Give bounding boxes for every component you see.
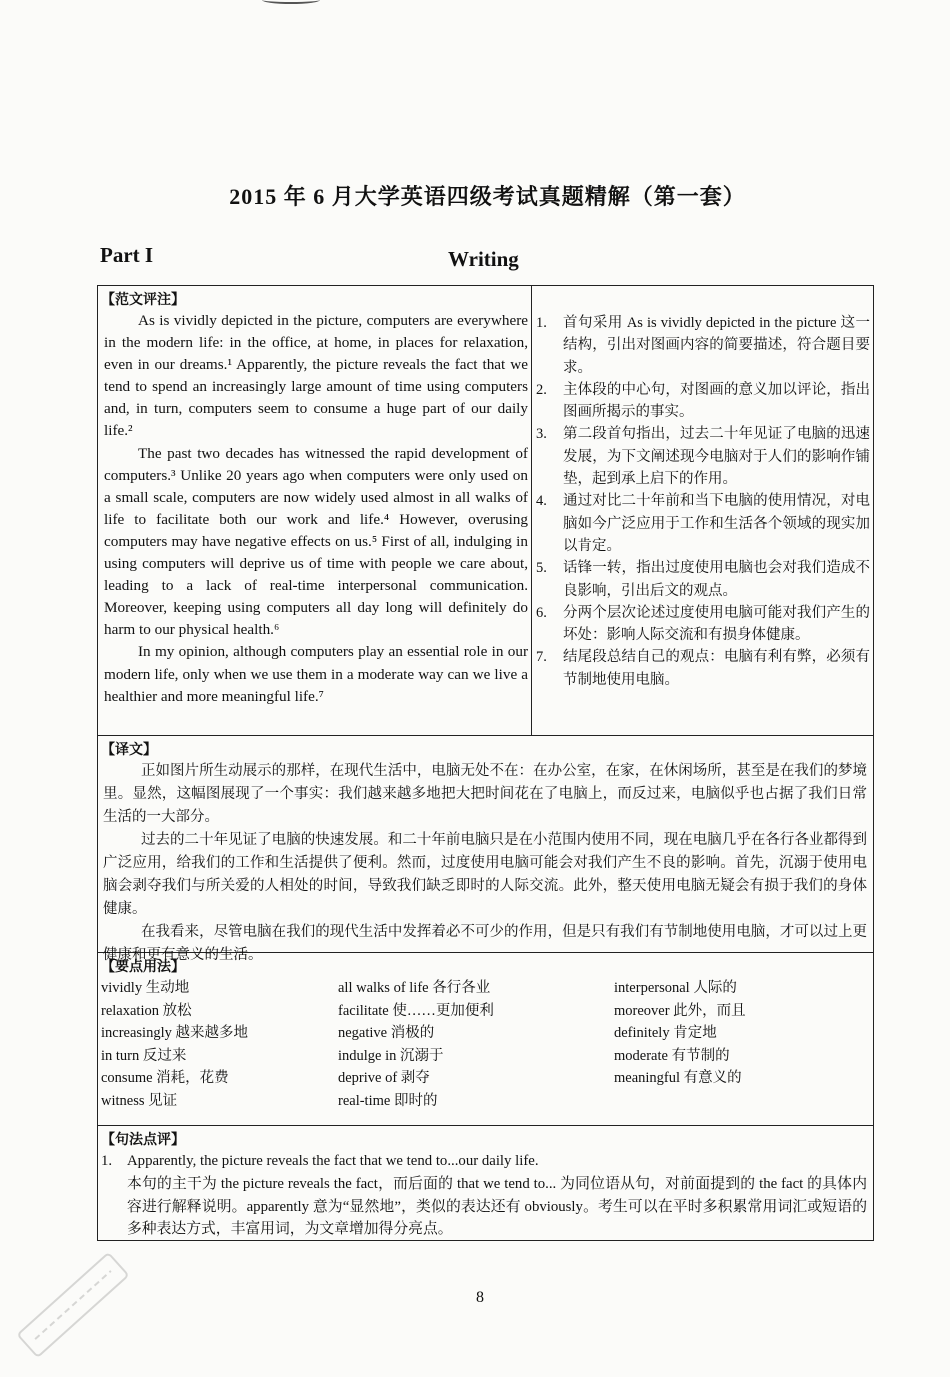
essay-paragraph: As is vividly depicted in the picture, computers are everywhere in the modern life: in the office, at home, in places for relaxation, even in our dreams.¹ Apparently, the picture reveals the fact that we tend to spend an increasingly large amount of time using computers and, in turn, computers seem to consume a huge part of our daily life.²	[104, 312, 528, 440]
vocab-item: increasingly 越来越多地	[101, 1025, 248, 1041]
vocab-item: meaningful 有意义的	[614, 1070, 742, 1086]
column-divider	[531, 286, 532, 736]
vocab-header: 【要点用法】	[101, 959, 185, 975]
note-text: 主体段的中心句，对图画的意义加以评论，指出图画所揭示的事实。	[563, 381, 870, 421]
section-title: Writing	[448, 247, 519, 271]
note-text: 第二段首句指出，过去二十年见证了电脑的迅速发展，为下文阐述现今电脑对于人们的影响作铺垫，起到承上启下的作用。	[563, 426, 870, 488]
vocab-section	[98, 953, 873, 1126]
vocab-item: moderate 有节制的	[614, 1047, 730, 1064]
vocab-item: interpersonal 人际的	[614, 980, 737, 996]
note-item	[536, 602, 870, 647]
vocab-column	[101, 977, 248, 1112]
vocab-column	[614, 977, 746, 1090]
vocab-item: vividly 生动地	[101, 980, 190, 996]
note-number: 3.	[536, 426, 547, 443]
note-item	[536, 646, 870, 691]
page-number: 8	[476, 1289, 484, 1306]
vocab-item: in turn 反过来	[101, 1047, 187, 1064]
part-label: Part I	[100, 243, 154, 267]
vocab-item: moreover 此外，而且	[614, 1002, 746, 1019]
syntax-header: 【句法点评】	[101, 1132, 185, 1148]
content-frame	[97, 285, 874, 1241]
vocab-item: deprive of 剥夺	[338, 1070, 430, 1086]
translation-paragraph: 正如图片所生动展示的那样，在现代生活中，电脑无处不在：在办公室，在家，在休闲场所，甚至是在我们的梦境里。显然，这幅图展现了一个事实：我们越来越多地把大把时间花在了电脑上，而反过来，电脑似乎也占据了我们日常生活的一大部分。	[103, 763, 867, 825]
note-text: 结尾段总结自己的观点：电脑有利有弊，必须有节制地使用电脑。	[563, 649, 870, 688]
translation-paragraph: 过去的二十年见证了电脑的快速发展。和二十年前电脑只是在小范围内使用不同，现在电脑几乎在各行各业都得到广泛应用，给我们的工作和生活提供了便利。然而，过度使用电脑可能会对我们产生不良的影响。首先，沉溺于使用电脑会剥夺我们与所关爱的人相处的时间，导致我们缺乏即时的人际交流。此外，整天使用电脑无疑会有损于我们的身体健康。	[103, 832, 867, 917]
essay-paragraph: The past two decades has witnessed the rapid development of computers.³ Unlike 20 years ago when computers were only used on a small scale, computers are now widely used almost in all walks of life to facilitate both our work and life.⁴ However, overusing computers may have negative effects on us.⁵ First of all, indulging in using computers will deprive us of time with people we care about, leading to a lack of real-time interpersonal communication. Moreover, keeping using computers all day long will definitely do harm to our physical health.⁶	[104, 444, 528, 639]
essay-notes	[536, 312, 870, 691]
note-number: 2.	[536, 381, 547, 398]
syntax-section	[98, 1126, 873, 1242]
translation-section	[98, 736, 873, 963]
vocab-item: all walks of life 各行各业	[338, 980, 491, 996]
watermark-stamp	[1, 1235, 144, 1374]
syntax-number: 1.	[101, 1153, 113, 1169]
vocab-item: consume 消耗，花费	[101, 1070, 229, 1086]
note-text: 首句采用 As is vividly depicted in the picture 这一结构，引出对图画内容的简要描述，符合题目要求。	[563, 315, 870, 376]
note-number: 6.	[536, 604, 547, 621]
translation-text	[103, 760, 867, 967]
essay-header: 【范文评注】	[101, 292, 185, 308]
note-item	[536, 490, 870, 557]
vocab-item: real-time 即时的	[338, 1092, 438, 1109]
translation-paragraph: 在我看来，尽管电脑在我们的现代生活中发挥着必不可少的作用，但是只有我们有节制地使用电脑，才可以过上更健康和更有意义的生活。	[103, 924, 867, 963]
translation-header: 【译文】	[101, 742, 157, 758]
vocab-column	[338, 977, 494, 1112]
note-number: 5.	[536, 560, 547, 577]
scan-mark	[262, 0, 320, 4]
essay-section	[98, 286, 873, 736]
note-item	[536, 312, 870, 379]
syntax-sentence: Apparently, the picture reveals the fact that we tend to...our daily life.	[127, 1153, 539, 1169]
vocab-item: negative 消极的	[338, 1025, 435, 1041]
note-text: 通过对比二十年前和当下电脑的使用情况，对电脑如今广泛应用于工作和生活各个领域的现实加以肯定。	[563, 493, 870, 554]
note-number: 7.	[536, 649, 547, 666]
note-text: 分两个层次论述过度使用电脑可能对我们产生的坏处：影响人际交流和有损身体健康。	[563, 604, 870, 644]
note-item	[536, 379, 870, 424]
note-text: 话锋一转，指出过度使用电脑也会对我们造成不良影响，引出后文的观点。	[563, 560, 870, 599]
page-title: 2015 年 6 月大学英语四级考试真题精解（第一套）	[229, 184, 746, 209]
vocab-item: definitely 肯定地	[614, 1025, 717, 1041]
note-item	[536, 557, 870, 602]
vocab-item: witness 见证	[101, 1092, 178, 1109]
vocab-item: facilitate 使……更加便利	[338, 1002, 494, 1019]
model-essay	[104, 310, 528, 730]
note-number: 4.	[536, 493, 547, 510]
essay-paragraph: In my opinion, although computers play an essential role in our modern life, only when we use them in a moderate way can we live a healthier and more meaningful life.⁷	[104, 643, 528, 705]
syntax-explanation: 本句的主干为 the picture reveals the fact，而后面的 that we tend to... 为同位语从句，对前面提到的 the fact 的具体内容进行解释说明。apparently 意为“显然地”，类似的表达还有 obviously。考生可以在平时多积累常用词汇或短语的多种表达方式，丰富用词，为文章增加得分亮点。	[127, 1176, 867, 1237]
note-number: 1.	[536, 315, 547, 331]
vocab-item: relaxation 放松	[101, 1002, 192, 1019]
vocab-item: indulge in 沉溺于	[338, 1047, 444, 1064]
note-item	[536, 423, 870, 490]
